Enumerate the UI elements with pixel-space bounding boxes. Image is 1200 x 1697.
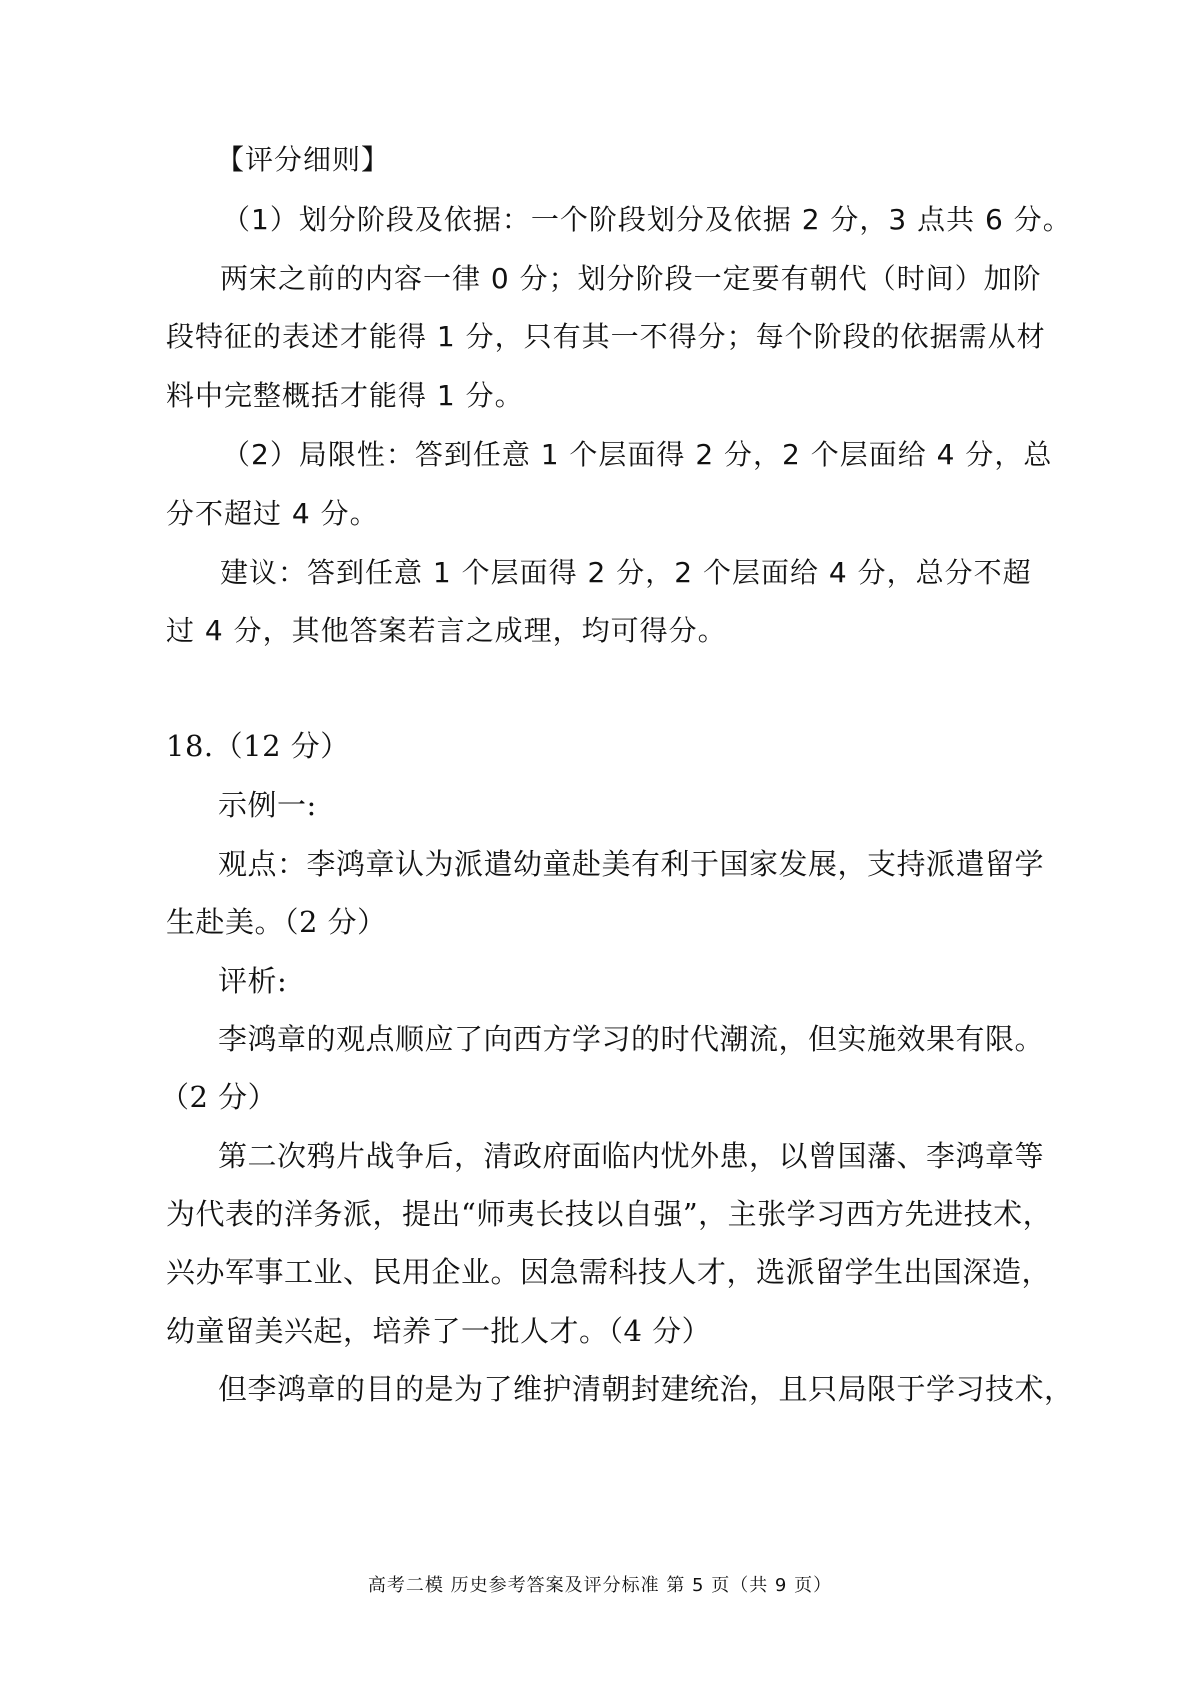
rule-1-text: （1）划分阶段及依据：一个阶段划分及依据 2 分，3 点共 6 分。 xyxy=(222,203,1072,236)
page-footer: 高考二模 历史参考答案及评分标准 第 5 页（共 9 页） xyxy=(367,1575,833,1596)
viewpoint-line-1: 观点：李鸿章认为派遣幼童赴美有利于国家发展，支持派遣留学 xyxy=(218,847,1045,881)
suggestion-line-2: 过 4 分，其他答案若言之成理，均可得分。 xyxy=(166,614,727,647)
suggestion-line-1: 建议：答到任意 1 个层面得 2 分，2 个层面给 4 分，总分不超 xyxy=(220,556,1032,589)
rule-1-note-line-2: 段特征的表述才能得 1 分，只有其一不得分；每个阶段的依据需从材 xyxy=(166,320,1046,353)
scoring-rules-heading: 【评分细则】 xyxy=(216,143,391,176)
analysis-label: 评析: xyxy=(218,964,288,998)
analysis-2-line-4: 幼童留美兴起，培养了一批人才。（4 分） xyxy=(166,1314,712,1348)
analysis-2-line-3: 兴办军事工业、民用企业。因急需科技人才，选派留学生出国深造， xyxy=(166,1255,1052,1289)
analysis-1-line-1: 李鸿章的观点顺应了向西方学习的时代潮流，但实施效果有限。 xyxy=(218,1022,1045,1056)
rule-2-line-2: 分不超过 4 分。 xyxy=(166,497,379,530)
analysis-1-line-2: （2 分） xyxy=(160,1080,278,1114)
analysis-3-line-1: 但李鸿章的目的是为了维护清朝封建统治，且只局限于学习技术， xyxy=(218,1372,1074,1406)
rule-2-line-1: （2）局限性：答到任意 1 个层面得 2 分，2 个层面给 4 分，总 xyxy=(222,438,1053,471)
analysis-2-line-1: 第二次鸦片战争后，清政府面临内忧外患，以曾国藩、李鸿章等 xyxy=(218,1139,1045,1173)
viewpoint-line-2: 生赴美。（2 分） xyxy=(166,905,387,939)
rule-1-note-line-1: 两宋之前的内容一律 0 分；划分阶段一定要有朝代（时间）加阶 xyxy=(220,262,1042,295)
rule-1-note-line-3: 料中完整概括才能得 1 分。 xyxy=(166,379,524,412)
question-18-heading: 18.（12 分） xyxy=(166,729,350,763)
example-label: 示例一: xyxy=(218,788,317,822)
analysis-2-line-2: 为代表的洋务派，提出“师夷长技以自强”，主张学习西方先进技术， xyxy=(166,1197,1053,1231)
